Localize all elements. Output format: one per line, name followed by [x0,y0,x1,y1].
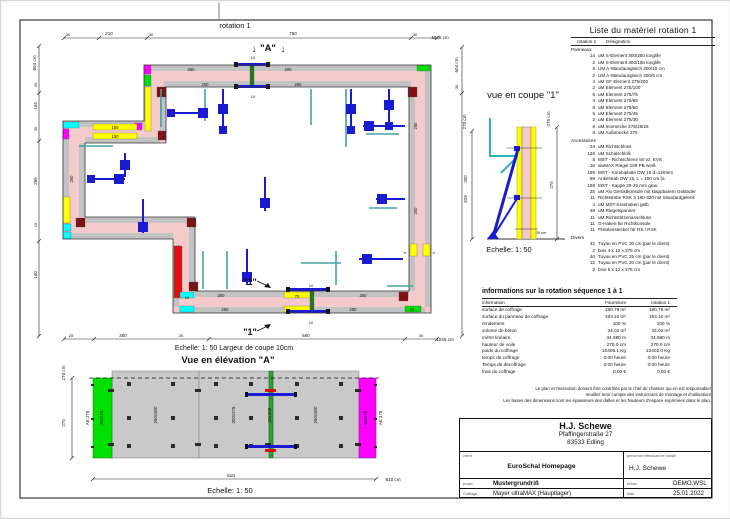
client-label: client [463,454,472,458]
section-view [462,90,565,254]
date-value: 25.01.2022 [673,490,704,497]
info-row: surface de coffrage 180.79 m² 180.79 m² [482,307,670,312]
dim-label: 30 [65,32,71,37]
material-item: 2 uM MST Kranhaken gelb [592,201,649,207]
dim-label: 200 [413,207,418,215]
worker-cell [624,452,711,479]
material-item: 25 uM Alu Gerüstkonsole mit klappbarem Geländer [589,188,696,194]
dim-label: 200 [284,67,292,72]
dim-label: 210 [105,31,113,36]
dim-label: 30 [33,82,38,88]
dim-label: "A" [260,43,276,54]
info-row: frais du coffrage 0,00 € 0,00 € [482,369,670,375]
material-item: 11 Richtstrebe RSK 3 160-320 mit Standardgelenk [590,195,695,201]
dim-label: 30 [418,333,424,338]
material-item: 11 uM Richtstützenanschluss [590,214,652,220]
dim-label: 4 [431,251,436,255]
material-item: 6 UM A-Wandausgleich 300/10 cm [592,66,665,72]
title-block [459,418,712,498]
material-section-label: Panneaux [571,47,592,52]
section-scale: Echelle: 1: 50 [486,245,532,254]
dim-label: 200 [463,175,468,183]
dim-label: 50 [184,295,190,300]
elevation-scale-note: Echelle: 1: 50 Largeur de coupe 10cm [174,345,294,352]
dim-label: 1045 cm [431,35,449,40]
material-item: 136 uM Schalschloß [587,150,631,156]
info-table-rows [482,307,677,376]
dim-label: 140 [33,271,38,279]
dim-label: ↓ [280,44,286,55]
dim-label: 604 cm [454,57,459,73]
dim-label: 255 [33,177,38,185]
elevation-title: Vue en élévation "A" [181,355,275,366]
dim-label: 25 cm [535,230,547,235]
dim-label: 810 [226,474,236,479]
rotation-info-title: informations sur la rotation séquence 1 à 1 [482,288,623,295]
coffrage-value: Mayer ultraMAX (Hauptlager) [493,490,572,497]
material-item: 12 Tuyau en PVC 20 cm (par le client) [589,260,670,266]
dim-label: 250x300 [313,406,318,424]
material-item: 48 uM Riegelspanner [589,208,636,214]
dim-label: 200 [294,82,302,87]
dim-label: 810 cm [385,477,401,482]
material-item: 11 G-Haken für Richtkonsole [590,220,651,226]
dim-label: 134 [33,102,38,110]
dim-label: 270 [61,419,66,427]
dim-label: 150 [111,134,119,139]
dim-label: AE 275 [85,410,90,426]
rotation-info-panel [482,288,677,376]
dim-label: 4 [402,251,407,255]
material-item: 24 uM Richtschloss [589,144,632,150]
dim-label: "1" [243,277,257,287]
material-list-items [571,47,715,273]
dim-label: 1045 cm [436,337,454,342]
material-item: 99 Ankerstab DW 15, L = 100 cm (a [589,176,665,182]
disclaimer-line-2: Veuillez tenir compte des instructions de montage et d'utilisation! [585,391,711,397]
dim-label: 30 [33,126,38,132]
disclaimer-text [449,386,711,404]
material-item: 198 MST - Kombiplatte DW 15 d=120mm [587,169,674,175]
material-col-qty: rotation 1 [577,39,597,44]
coffrage-label: Coffrage [463,491,478,496]
info-row: temps de coffrage 0:00 heure 0:00 heure [482,355,670,361]
material-section-label: Divers [571,234,585,240]
material-item: 46 Tuyau en PVC 25 cm (par le client) [589,254,670,259]
dim-label: 10 [308,320,314,325]
plan-view [32,21,464,342]
file-cell [624,479,711,489]
info-row: mètre linéaire 34.580 m 34.580 m [482,334,670,340]
dim-label: 75 [294,294,300,299]
dim-label: 10 [308,283,314,288]
dim-label: 10 [250,55,256,60]
material-item: 8 uM Außenecke 275 [592,130,638,136]
dim-label: 10 [250,94,256,99]
elevation-view [61,345,401,495]
dim-label: 250 [221,307,229,312]
dim-label: 250 [217,293,225,298]
dim-label: 25 [178,333,184,338]
date-label: date [627,491,635,496]
worker-label: personne effectuant le travail [627,454,676,458]
material-item: 2 UM A-Wandausgleich 300/5 cm [592,72,663,78]
section-labels [462,111,554,235]
date-cell [624,489,711,498]
material-item: 4 uM Element 275/65 [592,98,638,104]
material-item: 2 bois 5 x 12 x 275 cm [592,266,641,272]
material-list [571,25,715,273]
disclaimer-line-1: Le plan et l'exécution doivent être contrôlés par le chef de chantier qui en est responsable! [535,386,711,391]
material-item: 8 MST - Richtschiene 50 vz. EVS [592,156,662,162]
disclaimer-line-3: Les bases des dimensions sont les épaisseurs des dalles et les hauteurs d'espace exprimées dans le plan. [503,397,711,403]
dim-label: 629 [463,195,468,203]
info-col-information: information [482,300,505,305]
material-item: 2 bois 4 x 12 x 275 cm [592,247,641,253]
dim-label: 604 cm [32,55,37,71]
client-cell [460,452,623,479]
material-list-header [571,37,715,46]
company-city: 83533 Edling [567,438,604,446]
dim-label: 250 [359,293,367,298]
worker-value: H.J. Schewe [629,465,667,472]
info-table-header [482,298,677,307]
info-row: hauteur de voile 270.0 cm 270.0 cm [482,341,670,347]
dim-label: 200x275 [231,406,236,424]
dim-label: 250 [413,122,418,130]
dim-label: 750 [289,31,297,36]
dim-label: 30 [412,32,418,37]
dim-label: 10x300 [267,407,272,423]
material-item: 2 uM S-Element 300/150 longlife [592,59,661,65]
dim-label: AE 275 [378,410,383,426]
dim-label: 270 cm [462,114,467,130]
material-item: 6 uM Element 275/75 [592,91,638,97]
info-row: volume de béton 34.02 m³ 34.02 m³ [482,327,670,333]
material-item: 14 uM S-Element 300/250 longlife [589,53,661,59]
material-item: 2 uM Element 275/30 [592,117,638,123]
dim-label: 30 [454,84,459,90]
section-title: vue en coupe "1" [487,90,559,101]
client-value: EuroSchal Homepage [507,463,576,470]
section-dim-lines [470,125,559,241]
dim-label: 275 cm [546,111,551,127]
material-item: 8 uM Innenecke 275/25/25 [592,123,649,129]
dim-label: 270 cm [61,365,66,381]
material-item: 2 uM Element 275/100 [592,85,641,91]
project-cell [460,479,623,489]
info-row: surface du panneau de coffrage 193.10 m² 193.10 m² [482,313,670,319]
dim-label: 250 [201,82,209,87]
dim-label: 30 [148,32,154,37]
dim-label: 15 [33,222,38,228]
title-block-company [460,419,711,452]
dim-label: 660 [302,333,310,338]
info-row: poids du coffrage 10405.1 Kg 10402.0 Kg [482,348,670,354]
material-col-designation: Désignation [606,39,631,44]
dim-label: "1" [243,327,257,337]
dim-label: 25 [68,333,74,338]
info-col-rotation: rotation 1 [650,300,670,305]
material-list-title: Liste du matériel rotation 1 [589,25,697,35]
material-section-label: Accessoires [571,137,596,143]
material-item: 11 Pistolenstecker für RS / RSK [590,227,657,233]
material-item: 16 aluMAX Riegel 100 PB weiß [589,163,656,169]
file-value: DEMO.WSL [673,480,707,487]
file-label: fichier [627,481,638,486]
project-value: Mustergrundriß [493,480,539,487]
dim-label: 275 [549,181,554,189]
coffrage-cell [460,489,623,498]
material-item: 198 MST - Kappe 20-25 mm grau [587,182,658,188]
dim-label: 55 [409,307,415,312]
push-pull-braces [487,146,520,239]
dim-label: 45x275 [363,410,368,426]
material-item: 4 uM GF Element 275/200 [592,79,649,85]
info-row: rendement 100 % 100 % [482,320,670,326]
company-name: H.J. Schewe [559,421,612,431]
project-label: projet [463,481,473,486]
material-item: 6 uM Element 275/45 [592,111,638,117]
dim-label: ↓ [251,44,257,55]
dim-label: 200 [349,307,357,312]
dim-label: 250x300 [153,406,158,424]
company-street: Pfaffingerstraße 27 [558,431,613,438]
info-row: Temps de décoffrage 0:00 heure 0:00 heure [482,362,670,368]
elevation-scale: Echelle: 1: 50 [207,486,253,495]
info-col-fourniture: Fourniture [605,300,626,305]
dim-label: 55x275 [99,410,104,426]
dim-label: 250 [69,175,74,183]
material-item: 8 uM Element 275/50 [592,104,638,110]
dim-label: 150 [111,125,119,130]
dim-label: 250 [187,67,195,72]
dim-label: 300 [119,333,127,338]
plan-title: rotation 1 [219,21,251,30]
material-item: 42 Tuyau en PVC 30 cm (par le client) [589,241,670,247]
